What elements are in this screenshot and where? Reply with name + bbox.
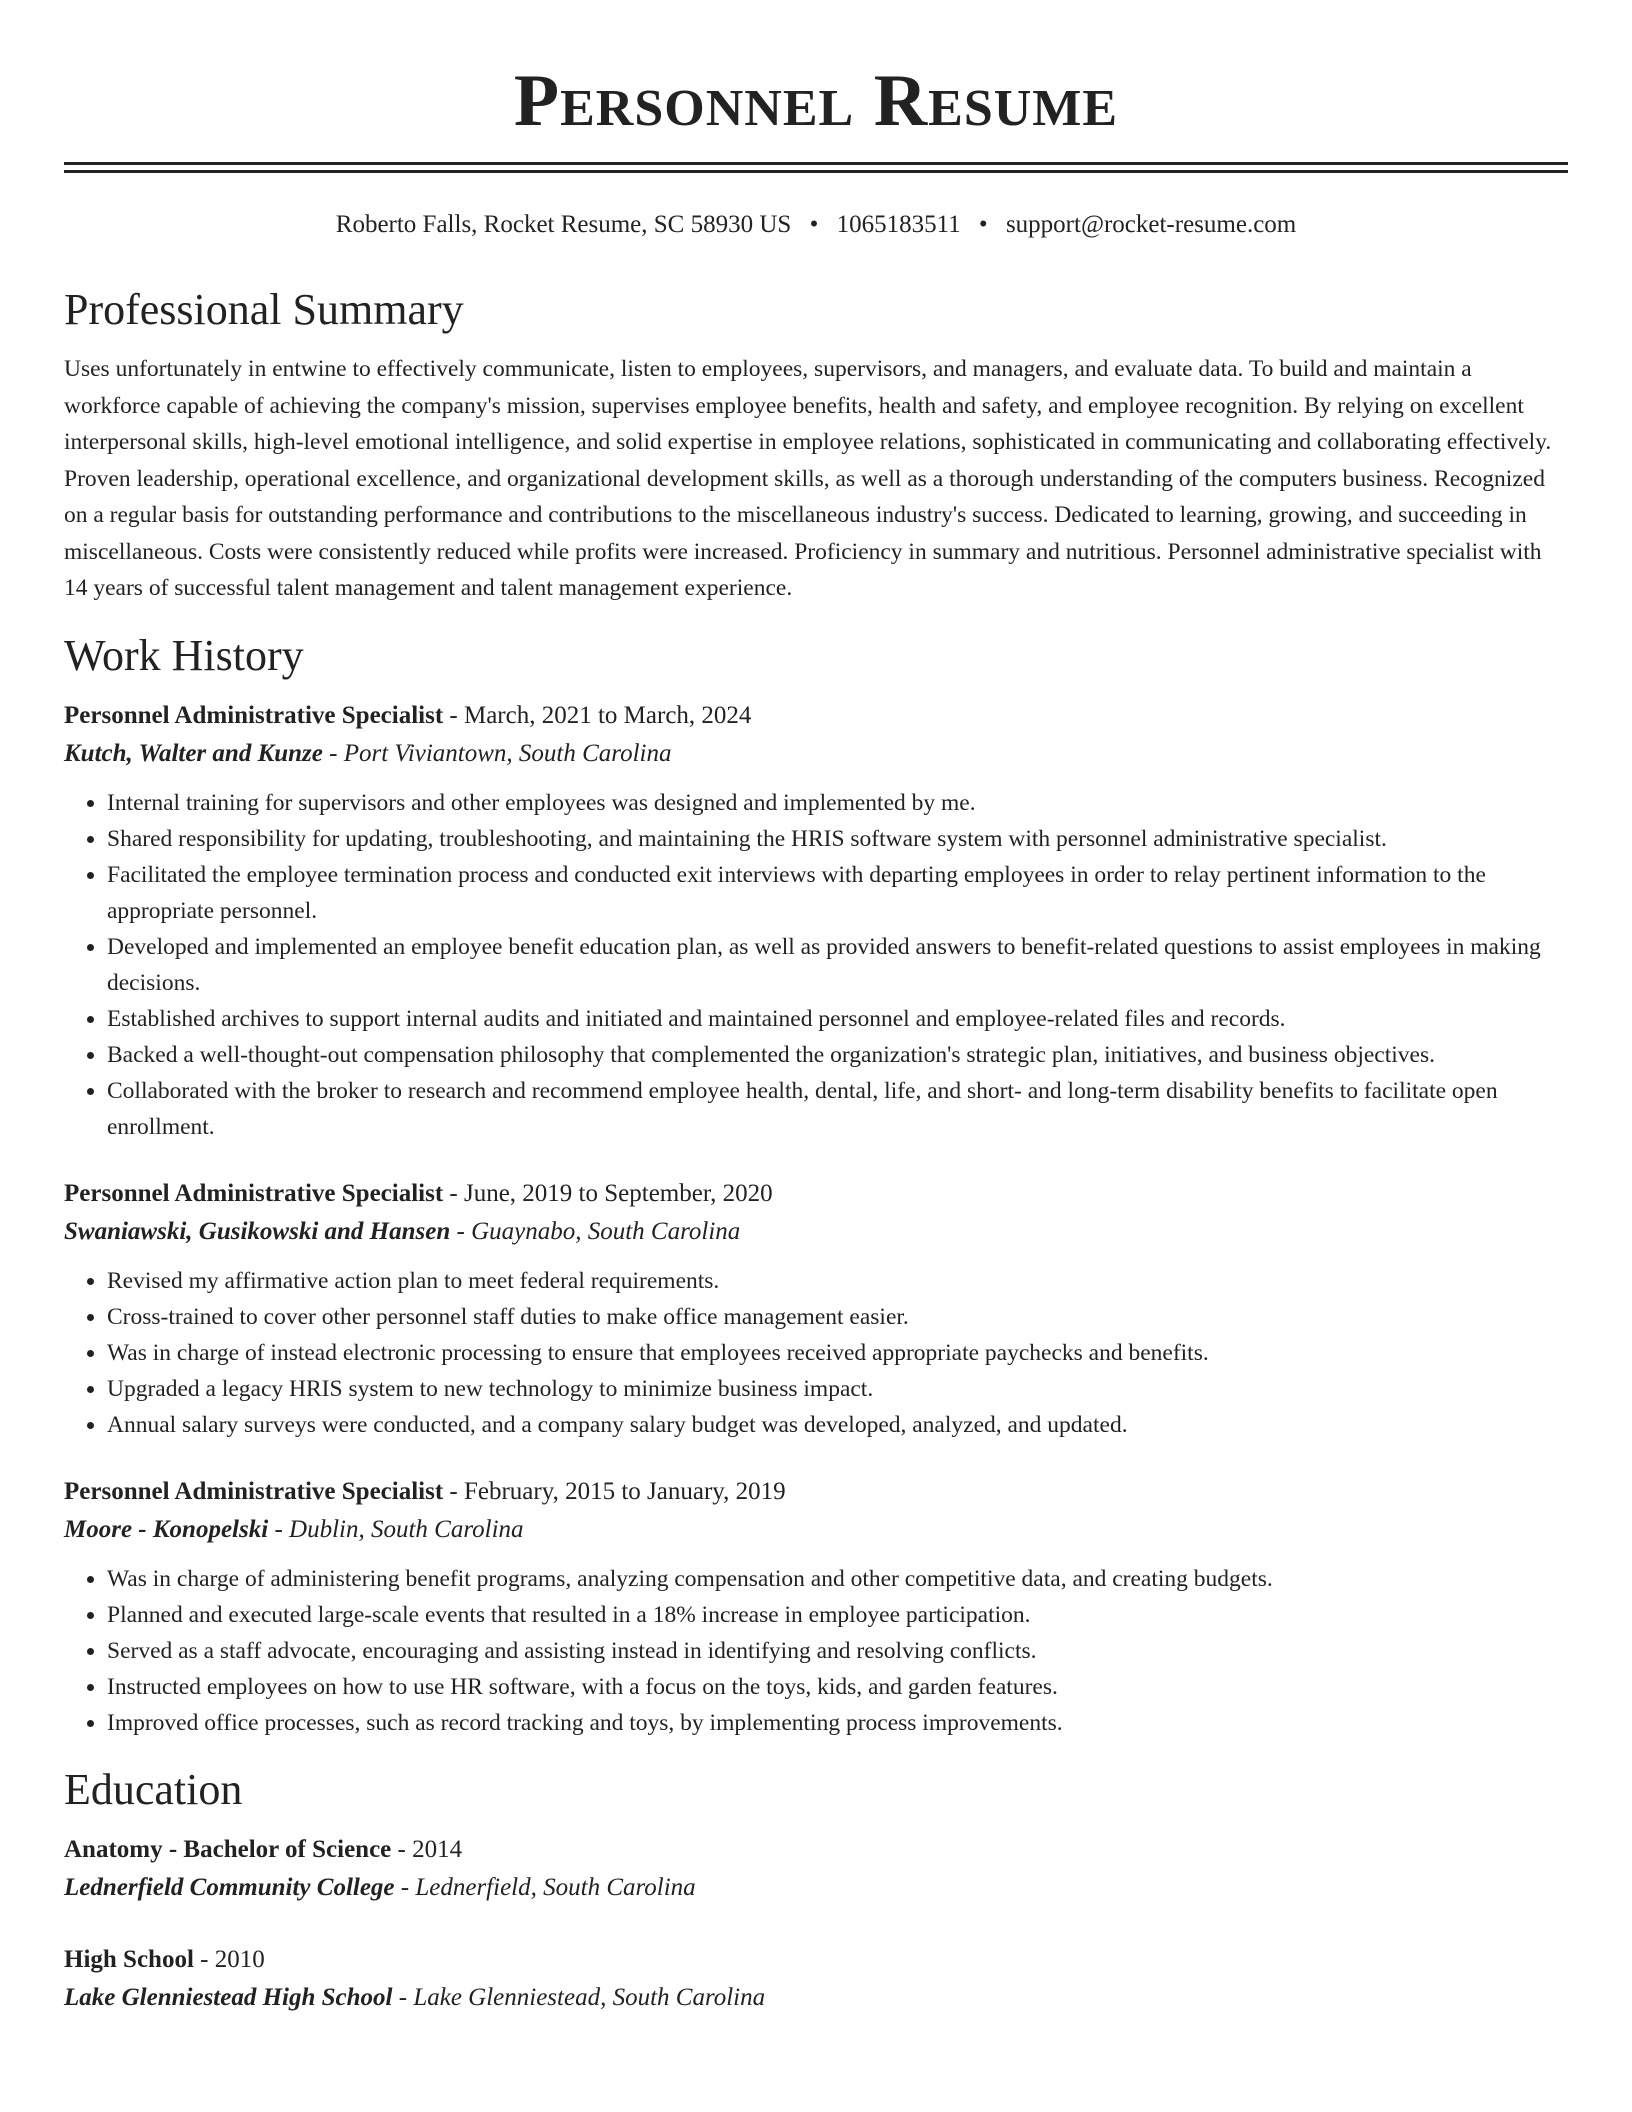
dash: -	[443, 701, 464, 729]
job-title: Personnel Administrative Specialist	[64, 1179, 444, 1207]
job-bullet: • Annual salary surveys were conducted, and a company salary budget was developed, analyzed, and updated.	[107, 1407, 1568, 1443]
education-degree-line	[64, 1941, 1568, 1979]
education-location: Lake Glenniestead, South Carolina	[413, 1983, 766, 2011]
job-bullet: • Collaborated with the broker to research and recommend employee health, dental, life, and short- and long-term disability benefits to facilitate open enrollment.	[107, 1073, 1568, 1145]
dash: -	[443, 1477, 464, 1505]
resume-content	[64, 0, 1568, 2017]
job-title-line	[64, 1473, 1568, 1511]
job-title-line	[64, 1175, 1568, 1213]
contact-separator: •	[809, 211, 819, 238]
dash: -	[392, 1983, 414, 2011]
education-degree: Anatomy - Bachelor of Science	[64, 1835, 392, 1863]
job-bullet: • Cross-trained to cover other personnel staff duties to make office management easier.	[107, 1299, 1568, 1335]
resume-title: Personnel Resume	[513, 60, 1119, 142]
job-company: Kutch, Walter and Kunze	[64, 739, 323, 767]
dash: -	[391, 1835, 413, 1863]
job-bullet: • Planned and executed large-scale events that resulted in a 18% increase in employee participation.	[107, 1597, 1568, 1633]
job-bullet: • Upgraded a legacy HRIS system to new technology to minimize business impact.	[107, 1371, 1568, 1407]
education-location: Lednerfield, South Carolina	[415, 1873, 696, 1901]
work-history-heading: Work History	[64, 630, 304, 680]
education-school: Lake Glenniestead High School	[64, 1983, 393, 2011]
job-bullet: • Improved office processes, such as record tracking and toys, by implementing process improvements.	[107, 1705, 1568, 1741]
education-school-line	[64, 1869, 1568, 1907]
education-heading: Education	[64, 1764, 243, 1814]
education-entry	[64, 1831, 1568, 1907]
dash: -	[443, 1179, 464, 1207]
job-title-line	[64, 697, 1568, 735]
title-rule-bottom	[64, 170, 1568, 173]
education-year: 2014	[412, 1835, 463, 1863]
job-location: Port Viviantown, South Carolina	[343, 739, 672, 767]
contact-line	[64, 207, 1568, 243]
contact-separator: •	[978, 211, 988, 238]
education-school-line	[64, 1979, 1568, 2017]
job-dates: February, 2015 to January, 2019	[463, 1477, 786, 1505]
summary-heading: Professional Summary	[64, 285, 464, 334]
job-bullet: • Instructed employees on how to use HR software, with a focus on the toys, kids, and garden features.	[107, 1669, 1568, 1705]
contact-phone: 1065183511	[836, 211, 961, 238]
job-title: Personnel Administrative Specialist	[64, 701, 444, 729]
job-entry	[64, 697, 1568, 1145]
job-entry	[64, 1175, 1568, 1443]
dash: -	[268, 1515, 290, 1543]
education-degree: High School	[64, 1945, 194, 1973]
job-bullet: • Shared responsibility for updating, troubleshooting, and maintaining the HRIS software system with personnel administrative specialist.	[107, 821, 1568, 857]
summary-text: Uses unfortunately in entwine to effectively communicate, listen to employees, supervisors, and managers, and evaluate data. To build and maintain a workforce capable of achieving the company's mission, supervises employee benefits, health and safety, and employee recognition. By relying on excellent interpersonal skills, high-level emotional intelligence, and solid expertise in employee relations, sophisticated in communicating and collaborating effectively. Proven leadership, operational excellence, and organizational development skills, as well as a thorough understanding of the computers business. Recognized on a regular basis for outstanding performance and contributions to the miscellaneous industry's success. Dedicated to learning, growing, and succeeding in miscellaneous. Costs were consistently reduced while profits were increased. Proficiency in summary and nutritious. Personnel administrative specialist with 14 years of successful talent management and talent management experience.	[64, 356, 1552, 601]
job-company-line	[64, 735, 1568, 773]
job-title: Personnel Administrative Specialist	[64, 1477, 444, 1505]
job-bullets	[64, 785, 1568, 1145]
job-bullet: • Backed a well-thought-out compensation philosophy that complemented the organization's strategic plan, initiatives, and business objectives.	[107, 1037, 1568, 1073]
job-bullet: • Developed and implemented an employee benefit education plan, as well as provided answers to benefit-related questions to assist employees in making decisions.	[107, 929, 1568, 1001]
dash: -	[193, 1945, 215, 1973]
job-bullet: • Internal training for supervisors and other employees was designed and implemented by me.	[107, 785, 1568, 821]
education-entry	[64, 1941, 1568, 2017]
dash: -	[450, 1217, 472, 1245]
job-bullets	[64, 1263, 1568, 1443]
contact-email: support@rocket-resume.com	[1005, 211, 1297, 238]
job-bullets	[64, 1561, 1568, 1741]
job-dates: June, 2019 to September, 2020	[463, 1179, 773, 1207]
job-bullet: • Served as a staff advocate, encouraging and assisting instead in identifying and resolving conflicts.	[107, 1633, 1568, 1669]
job-bullet: • Was in charge of administering benefit programs, analyzing compensation and other competitive data, and creating budgets.	[107, 1561, 1568, 1597]
job-bullet: • Revised my affirmative action plan to meet federal requirements.	[107, 1263, 1568, 1299]
job-entry	[64, 1473, 1568, 1741]
job-dates: March, 2021 to March, 2024	[463, 701, 752, 729]
job-bullet: • Facilitated the employee termination process and conducted exit interviews with departing employees in order to relay pertinent information to the appropriate personnel.	[107, 857, 1568, 929]
job-location: Guaynabo, South Carolina	[471, 1217, 741, 1245]
dash: -	[322, 739, 344, 767]
job-company-line	[64, 1213, 1568, 1251]
education-year: 2010	[214, 1945, 265, 1973]
job-bullet: • Established archives to support internal audits and initiated and maintained personnel and employee-related files and records.	[107, 1001, 1568, 1037]
education-school: Lednerfield Community College	[64, 1873, 395, 1901]
contact-address: Roberto Falls, Rocket Resume, SC 58930 US	[335, 211, 792, 238]
job-location: Dublin, South Carolina	[289, 1515, 524, 1543]
education-degree-line	[64, 1831, 1568, 1869]
dash: -	[394, 1873, 416, 1901]
job-company: Moore - Konopelski	[64, 1515, 269, 1543]
job-company: Swaniawski, Gusikowski and Hansen	[64, 1217, 451, 1245]
title-rule-top	[64, 162, 1568, 165]
job-company-line	[64, 1511, 1568, 1549]
job-bullet: • Was in charge of instead electronic processing to ensure that employees received appropriate paychecks and benefits.	[107, 1335, 1568, 1371]
